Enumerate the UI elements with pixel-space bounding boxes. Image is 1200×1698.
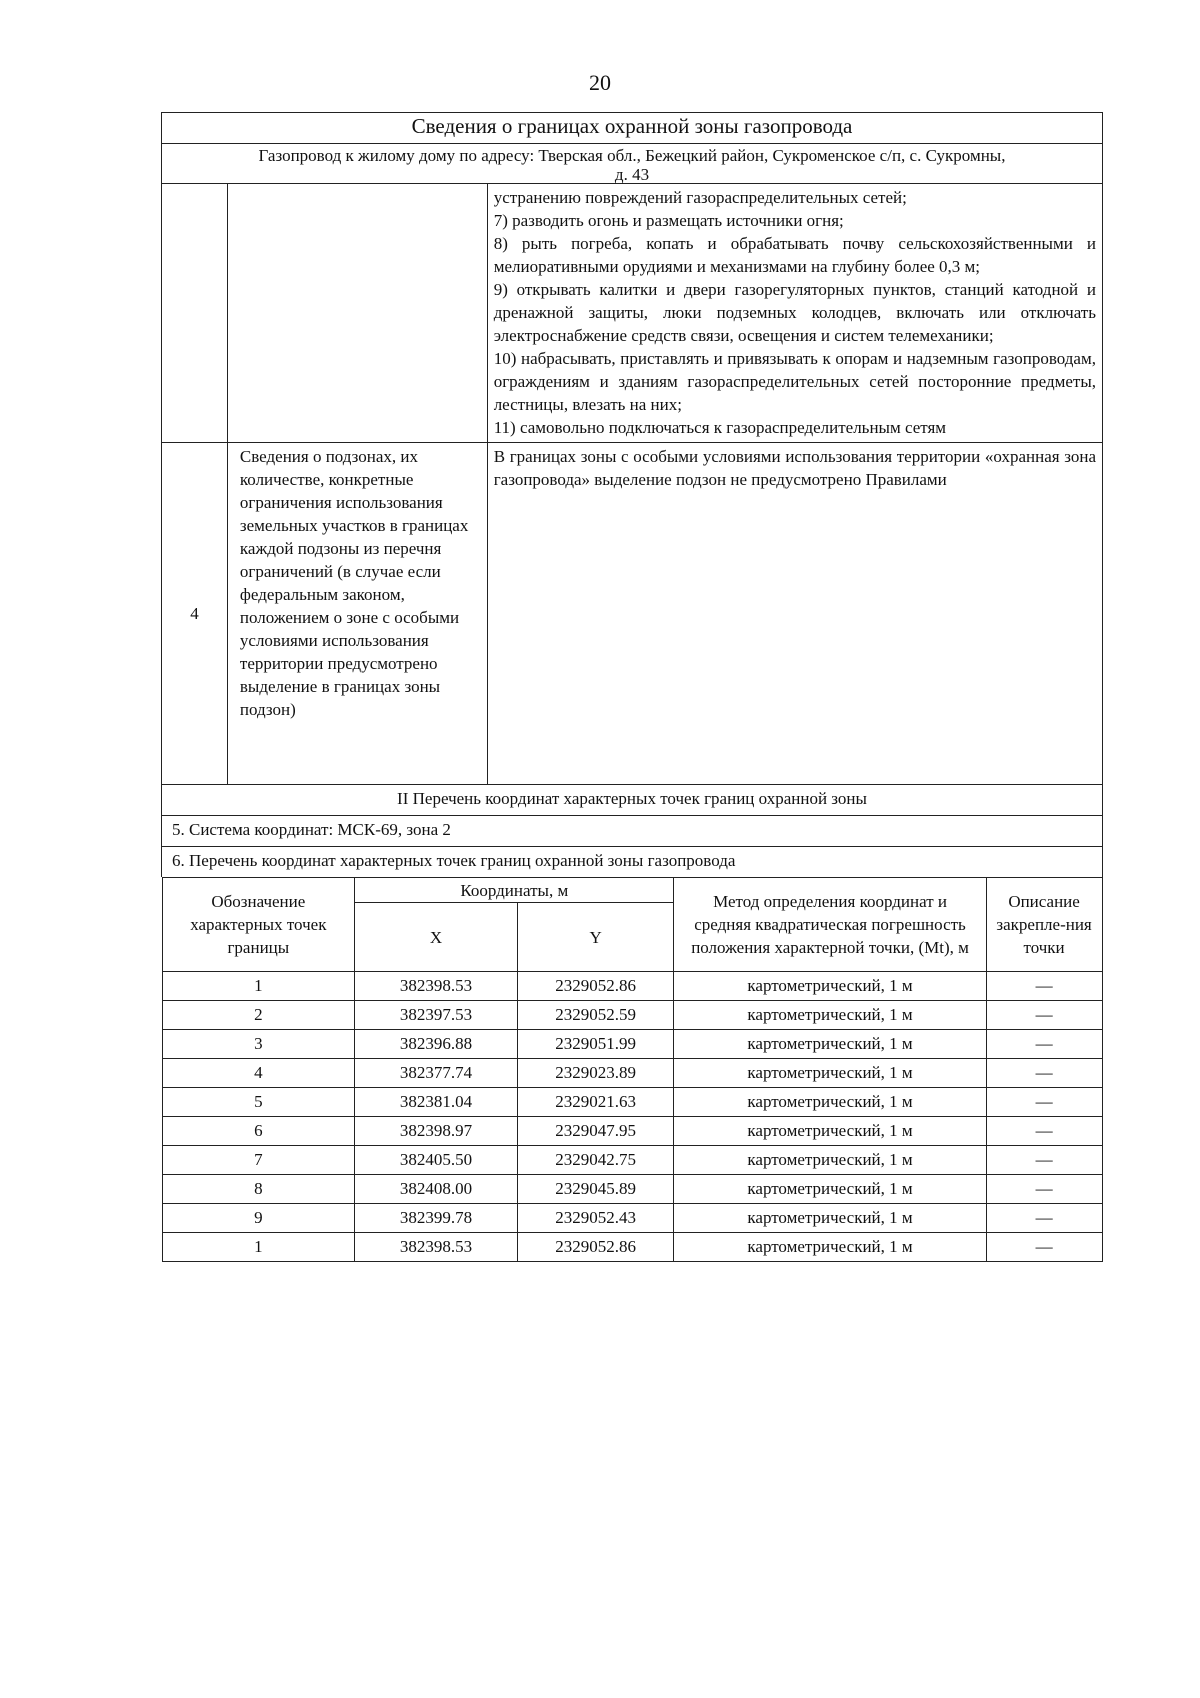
subzones-label: Сведения о подзонах, их количестве, конкретные ограничения использования земельных участков в границах каждой подзоны из перечня ограничений (в случае если федеральным законом, положением о зоне с особыми условиями использования территории предусмотрено выделение в границах зоны подзон): [227, 443, 487, 785]
coord-x: 382398.97: [355, 1117, 518, 1146]
coord-x: 382408.00: [355, 1175, 518, 1204]
section2-row: [162, 785, 1103, 816]
col-header-x: X: [355, 903, 518, 972]
coordinates-table: [162, 877, 1103, 1262]
restriction-item: устранению повреждений газораспределительных сетей;: [493, 188, 907, 207]
method: картометрический, 1 м: [674, 1175, 986, 1204]
coord-x: 382398.53: [355, 1233, 518, 1262]
point-desc: —: [986, 1088, 1102, 1117]
point-id: 2: [162, 1001, 355, 1030]
col-header-desc: Описание закрепле-ния точки: [986, 878, 1102, 972]
method: картометрический, 1 м: [674, 1059, 986, 1088]
point-id: 5: [162, 1088, 355, 1117]
coord-y: 2329045.89: [517, 1175, 674, 1204]
restriction-item: 8) рыть погреба, копать и обрабатывать почву сельскохозяйственными и мелиоративными орудиями и механизмами на глубину более 0,3 м;: [493, 234, 1096, 276]
coord-y: 2329023.89: [517, 1059, 674, 1088]
col-header-point: Обозначение характерных точек границы: [162, 878, 355, 972]
table-row: [162, 1146, 1102, 1175]
table-row: [162, 1233, 1102, 1262]
point-id: 6: [162, 1117, 355, 1146]
restriction-item: 9) открывать калитки и двери газорегуляторных пунктов, станций катодной и дренажной защиты, люки подземных колодцев, включать или отключать электроснабжение средств связи, освещения и систем телемеханики;: [493, 280, 1096, 345]
table-row: [162, 1030, 1102, 1059]
coord-list-title: 6. Перечень координат характерных точек границ охранной зоны газопровода: [162, 847, 1103, 878]
coord-system: 5. Система координат: МСК-69, зона 2: [162, 816, 1103, 847]
coord-x: 382381.04: [355, 1088, 518, 1117]
object-row: [162, 144, 1103, 184]
method: картометрический, 1 м: [674, 1030, 986, 1059]
coord-y: 2329052.86: [517, 972, 674, 1001]
coord-x: 382377.74: [355, 1059, 518, 1088]
restrictions-label-cell: [227, 184, 487, 443]
coord-y: 2329021.63: [517, 1088, 674, 1117]
restriction-item: 7) разводить огонь и размещать источники огня;: [493, 211, 844, 230]
method: картометрический, 1 м: [674, 1001, 986, 1030]
table-row: [162, 1059, 1102, 1088]
restriction-item: 10) набрасывать, приставлять и привязывать к опорам и надземным газопроводам, ограждениям и зданиям газораспределительных сетей посторонние предметы, лестницы, влезать на них;: [493, 349, 1096, 414]
point-id: 3: [162, 1030, 355, 1059]
restriction-item: 11) самовольно подключаться к газораспределительным сетям: [493, 418, 947, 437]
subzones-value-text: В границах зоны с особыми условиями использования территории «охранная зона газопровода» выделение подзон не предусмотрено Правилами: [493, 447, 1096, 489]
subzones-row: [162, 443, 1103, 785]
coord-y: 2329052.43: [517, 1204, 674, 1233]
restrictions-row: [162, 184, 1103, 443]
table-row: [162, 1117, 1102, 1146]
coord-y: 2329052.59: [517, 1001, 674, 1030]
object-address-line2: д. 43: [614, 165, 650, 184]
col-header-coords: Координаты, м: [355, 878, 674, 903]
coord-y: 2329052.86: [517, 1233, 674, 1262]
table-row: [162, 1001, 1102, 1030]
method: картометрический, 1 м: [674, 972, 986, 1001]
object-address: [162, 144, 1103, 184]
method: картометрический, 1 м: [674, 1146, 986, 1175]
subzones-value: [487, 443, 1102, 785]
zone-info-table: [161, 112, 1103, 1262]
point-desc: —: [986, 1117, 1102, 1146]
coord-x: 382405.50: [355, 1146, 518, 1175]
col-header-method: [674, 878, 986, 972]
coord-table-row: [162, 877, 1103, 1262]
point-id: 1: [162, 972, 355, 1001]
point-desc: —: [986, 1233, 1102, 1262]
point-id: 1: [162, 1233, 355, 1262]
table-title: Сведения о границах охранной зоны газопровода: [162, 113, 1103, 144]
list-title-row: [162, 847, 1103, 878]
method: картометрический, 1 м: [674, 1088, 986, 1117]
table-row: [162, 1204, 1102, 1233]
coord-y: 2329047.95: [517, 1117, 674, 1146]
point-id: 4: [162, 1059, 355, 1088]
coord-x: 382396.88: [355, 1030, 518, 1059]
table-row: [162, 1088, 1102, 1117]
restrictions-num-cell: [162, 184, 228, 443]
table-row: [162, 1175, 1102, 1204]
table-row: [162, 972, 1102, 1001]
coord-y: 2329051.99: [517, 1030, 674, 1059]
page-number: 20: [589, 70, 611, 95]
method: картометрический, 1 м: [674, 1117, 986, 1146]
coord-y: 2329042.75: [517, 1146, 674, 1175]
point-id: 9: [162, 1204, 355, 1233]
point-desc: —: [986, 1175, 1102, 1204]
col-header-y: Y: [517, 903, 674, 972]
point-desc: —: [986, 1059, 1102, 1088]
point-desc: —: [986, 1030, 1102, 1059]
title-row: [162, 113, 1103, 144]
restrictions-list: [487, 184, 1102, 443]
coord-system-row: [162, 816, 1103, 847]
point-id: 7: [162, 1146, 355, 1175]
row-number: 4: [162, 443, 228, 785]
object-address-line1: Газопровод к жилому дому по адресу: Тверская обл., Бежецкий район, Сукроменское с/п, с. Сукромны,: [258, 146, 1006, 165]
point-desc: —: [986, 1146, 1102, 1175]
col-header-method-text: Метод определения координат и средняя квадратическая погрешность положения характерной точки, (Mt), м: [691, 892, 969, 957]
coord-x: 382397.53: [355, 1001, 518, 1030]
point-desc: —: [986, 1204, 1102, 1233]
point-desc: —: [986, 1001, 1102, 1030]
coord-x: 382399.78: [355, 1204, 518, 1233]
coord-x: 382398.53: [355, 972, 518, 1001]
coord-header-row: [162, 878, 1102, 903]
point-desc: —: [986, 972, 1102, 1001]
method: картометрический, 1 м: [674, 1204, 986, 1233]
method: картометрический, 1 м: [674, 1233, 986, 1262]
section2-title: II Перечень координат характерных точек границ охранной зоны: [162, 785, 1103, 816]
point-id: 8: [162, 1175, 355, 1204]
